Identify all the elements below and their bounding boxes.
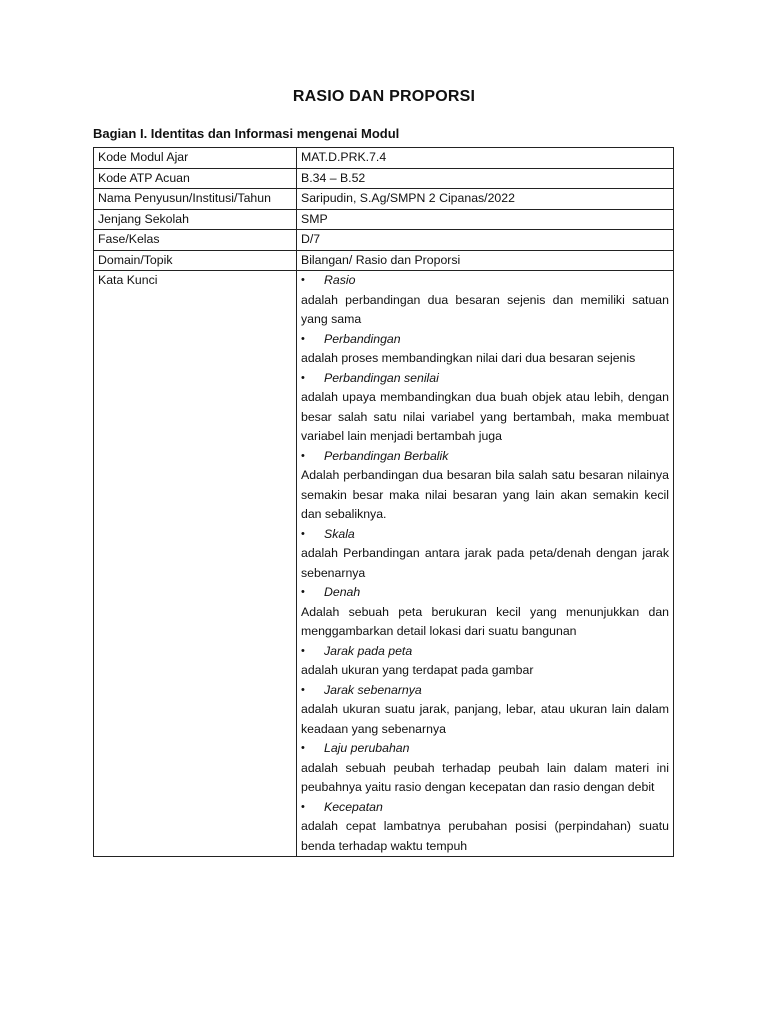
keyword-definition: adalah perbandingan dua besaran sejenis dan memiliki satuan yang sama <box>301 292 669 326</box>
keyword-definition: adalah upaya membandingkan dua buah objek atau lebih, dengan besar salah satu nilai variabel yang bertambah, maka membuat variabel lain menjadi bertambah juga <box>301 390 669 443</box>
keyword-term <box>301 525 669 545</box>
bullet-icon: • <box>301 644 305 657</box>
bullet-icon: • <box>301 449 305 462</box>
module-info-table <box>93 147 674 857</box>
row-value: MAT.D.PRK.7.4 <box>297 148 674 169</box>
document-title: RASIO DAN PROPORSI <box>292 88 476 105</box>
keyword-term-text: Rasio <box>324 273 356 287</box>
keyword-term <box>301 681 669 701</box>
keyword-term <box>301 642 669 662</box>
keyword-term-text: Perbandingan senilai <box>324 370 439 385</box>
row-value: Saripudin, S.Ag/SMPN 2 Cipanas/2022 <box>297 189 674 210</box>
row-value: D/7 <box>297 230 674 251</box>
bullet-icon: • <box>301 274 305 286</box>
keyword-term-text: Perbandingan <box>324 331 401 346</box>
keyword-term <box>301 447 669 467</box>
keyword-definition: adalah Perbandingan antara jarak pada peta/denah dengan jarak sebenarnya <box>301 546 669 580</box>
table-row <box>94 230 674 251</box>
keyword-term-text: Skala <box>324 526 355 541</box>
keyword-term <box>301 271 669 291</box>
row-label: Nama Penyusun/Institusi/Tahun <box>94 189 297 210</box>
keyword-term-text: Kecepatan <box>324 799 383 814</box>
row-label: Jenjang Sekolah <box>94 209 297 230</box>
keyword-definition: adalah ukuran yang terdapat pada gambar <box>301 663 534 677</box>
table-row <box>94 250 674 271</box>
bullet-icon: • <box>301 800 305 813</box>
row-label: Fase/Kelas <box>94 230 297 251</box>
keyword-definition: adalah sebuah peubah terhadap peubah lain dalam materi ini peubahnya yaitu rasio dengan kecepatan dan rasio dengan debit <box>301 760 669 794</box>
keyword-term <box>301 798 669 818</box>
row-label: Kode ATP Acuan <box>94 168 297 189</box>
bullet-icon: • <box>301 742 305 754</box>
table-row-keywords <box>94 271 674 857</box>
keyword-term <box>301 583 669 603</box>
row-label: Kata Kunci <box>94 271 297 857</box>
bullet-icon: • <box>301 586 305 598</box>
row-label: Domain/Topik <box>94 250 297 271</box>
keyword-term-text: Denah <box>324 585 361 599</box>
bullet-icon: • <box>301 683 305 696</box>
row-value: SMP <box>297 209 674 230</box>
bullet-icon: • <box>301 332 305 345</box>
table-row <box>94 189 674 210</box>
keyword-term-text: Laju perubahan <box>324 741 410 755</box>
section-heading: Bagian I. Identitas dan Informasi mengenai Modul <box>93 126 400 141</box>
row-value: Bilangan/ Rasio dan Proporsi <box>297 250 674 271</box>
keyword-term-text: Jarak pada peta <box>324 643 413 658</box>
keywords-list <box>297 271 674 857</box>
row-value: B.34 – B.52 <box>297 168 674 189</box>
keyword-term <box>301 330 669 350</box>
keyword-definition: Adalah sebuah peta berukuran kecil yang menunjukkan dan menggambarkan detail lokasi dari suatu bangunan <box>301 604 669 638</box>
bullet-icon: • <box>301 371 305 384</box>
keyword-term-text: Jarak sebenarnya <box>324 682 422 697</box>
keyword-definition: Adalah perbandingan dua besaran bila salah satu besaran nilainya semakin besar maka nilai besaran yang lain akan semakin kecil dan sebaliknya. <box>301 468 669 521</box>
table-row <box>94 148 674 169</box>
keyword-term-text: Perbandingan Berbalik <box>324 448 449 463</box>
bullet-icon: • <box>301 527 305 540</box>
keyword-definition: adalah ukuran suatu jarak, panjang, lebar, atau ukuran lain dalam keadaan yang sebenarnya <box>301 702 669 736</box>
table-row <box>94 209 674 230</box>
table-row <box>94 168 674 189</box>
keyword-definition: adalah proses membandingkan nilai dari dua besaran sejenis <box>301 351 636 365</box>
row-label: Kode Modul Ajar <box>94 148 297 169</box>
keyword-term <box>301 369 669 389</box>
keyword-term <box>301 739 669 759</box>
keyword-definition: adalah cepat lambatnya perubahan posisi (perpindahan) suatu benda terhadap waktu tempuh <box>301 819 669 853</box>
